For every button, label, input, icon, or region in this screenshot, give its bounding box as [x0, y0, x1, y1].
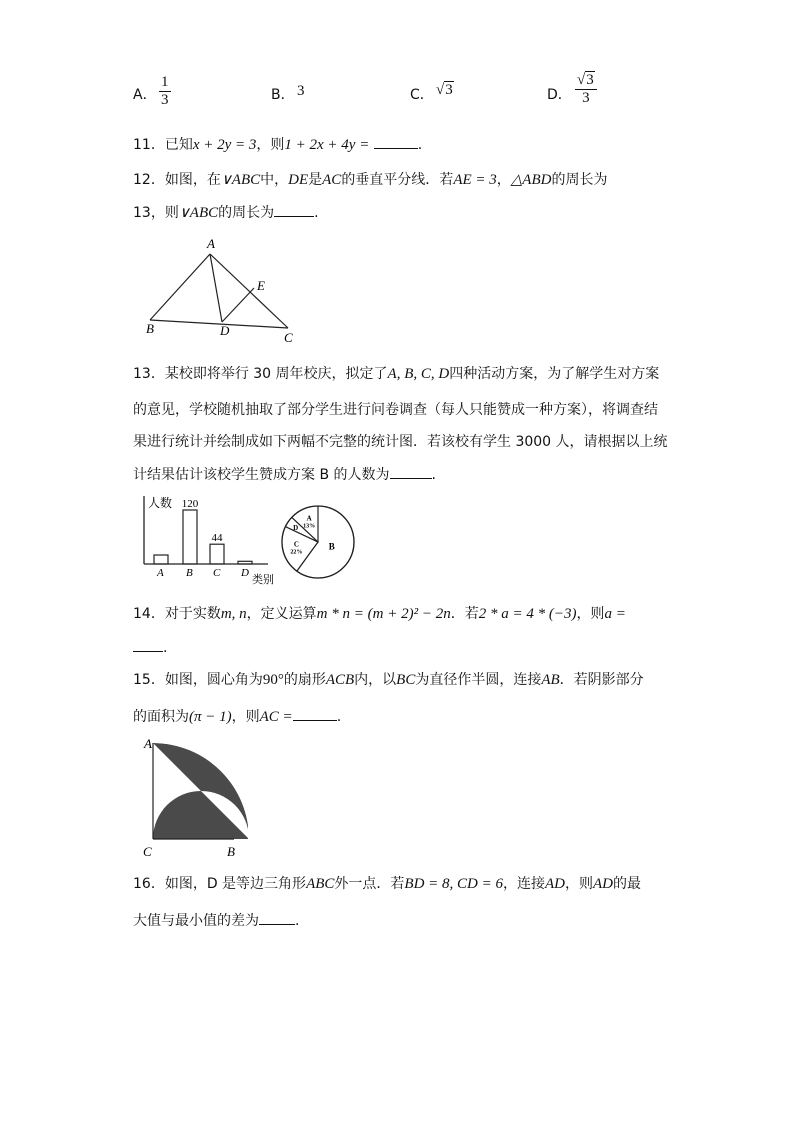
q10-option-b [271, 72, 391, 116]
answer-blank[interactable] [133, 637, 163, 652]
q10-option-c [410, 72, 530, 116]
question-13-line-2: 的意见，学校随机抽取了部分学生进行问卷调查（每人只能赞成一种方案），将调查结 [133, 402, 658, 418]
point-c-label: C [284, 330, 293, 344]
tick-label-a: A [157, 567, 164, 579]
q15-sector-figure [138, 735, 248, 861]
q10-options [133, 72, 613, 116]
point-b-label: B [227, 844, 235, 859]
answer-blank[interactable] [274, 202, 314, 217]
question-14-line-2: . [133, 637, 167, 658]
data-label-b: 120 [181, 498, 199, 510]
answer-blank[interactable] [390, 464, 432, 479]
bar-a [154, 555, 168, 564]
point-a-label: A [144, 736, 152, 751]
answer-blank[interactable] [259, 910, 295, 925]
pie-percent-a: 13% [303, 523, 316, 530]
q10-option-a [133, 72, 253, 116]
question-16-line-2: 大值与最小值的差为 . [133, 910, 299, 931]
pie-label-a: A [306, 514, 312, 523]
q10-option-b-label: B． [271, 87, 295, 103]
q11-number: 11． [133, 137, 165, 153]
q12-triangle-figure [140, 232, 305, 344]
question-15-line-2: 的面积为(π − 1)，则AC = . [133, 706, 341, 727]
question-13-line-3: 果进行统计并绘制成如下两幅不完整的统计图．若该校有学生 3000 人，请根据以上统 [133, 434, 668, 450]
answer-blank[interactable] [293, 706, 337, 721]
pie-label-c: C [293, 540, 299, 549]
question-14-line-1: 14．对于实数m, n，定义运算m * n = (m + 2)² − 2n．若2 * a = 4 * (−3)，则a = [133, 606, 626, 622]
bar-c [210, 544, 224, 564]
q10-option-c-sqrt: √3 [436, 82, 453, 98]
q15-number: 15． [133, 672, 165, 688]
q13-pie-chart [278, 502, 358, 582]
point-b-label: B [146, 321, 154, 336]
q10-option-a-label: A． [133, 87, 157, 103]
bar-chart-bars [154, 498, 252, 579]
q10-option-d-fraction: $\frac{√3}{3}$ [575, 72, 597, 107]
q16-number: 16． [133, 876, 165, 892]
q10-option-c-label: C． [410, 87, 434, 103]
tick-label-b: B [186, 567, 193, 579]
q12-number: 12． [133, 172, 165, 188]
q14-operation: m * n = (m + 2)² − 2n [316, 606, 451, 622]
pie-label-d: D [293, 523, 299, 532]
q10-option-a-fraction: $\frac{1}{3}$ [161, 74, 169, 108]
bar-chart-x-label: 类别 [252, 574, 274, 586]
question-12-line-1: 12．如图，在∨ABC中，DE是AC的垂直平分线．若AE = 3，△ABD的周长为 [133, 172, 608, 188]
segment-de [222, 288, 254, 322]
segment-ab [150, 254, 210, 320]
question-13-line-1: 13．某校即将举行 30 周年校庆，拟定了A, B, C, D四种活动方案，为了解学生对方案 [133, 366, 660, 382]
point-e-label: E [257, 278, 265, 293]
q10-option-d [547, 72, 613, 116]
tick-label-d: D [241, 567, 249, 579]
q11-expression: 1 + 2x + 4y = [284, 137, 370, 153]
question-13-line-4: 计结果估计该校学生赞成方案 B 的人数为 . [133, 464, 436, 485]
data-label-c: 44 [211, 532, 223, 545]
question-12-line-2: 13，则∨ABC的周长为 . [133, 202, 319, 223]
q13-bar-chart [132, 492, 277, 590]
pie-slice-b [297, 506, 354, 578]
q11-condition: x + 2y = 3 [192, 137, 257, 153]
question-11: 11．已知x + 2y = 3，则1 + 2x + 4y = . [133, 134, 422, 155]
segment-bc [150, 320, 288, 328]
q14-number: 14． [133, 606, 165, 622]
bar-b [183, 510, 197, 564]
answer-blank[interactable] [374, 134, 418, 149]
q13-number: 13． [133, 366, 165, 382]
pie-percent-c: 22% [290, 549, 303, 556]
point-a-label: A [207, 236, 215, 251]
point-c-label: C [143, 844, 152, 859]
tick-label-c: C [213, 567, 221, 579]
bar-d [238, 561, 252, 564]
bar-chart-y-label: 人数 [148, 496, 173, 510]
q10-option-d-label: D． [547, 87, 572, 103]
q10-option-b-value: 3 [297, 83, 305, 99]
point-d-label: D [220, 323, 230, 338]
question-16-line-1: 16．如图，D 是等边三角形ABC外一点．若BD = 8, CD = 6，连接AD，则AD的最 [133, 876, 641, 892]
pie-label-b: B [328, 541, 335, 552]
pie-slice-d [285, 514, 318, 542]
question-15-line-1: 15．如图，圆心角为90°的扇形ACB内，以BC为直径作半圆，连接AB．若阴影部分 [133, 672, 644, 688]
